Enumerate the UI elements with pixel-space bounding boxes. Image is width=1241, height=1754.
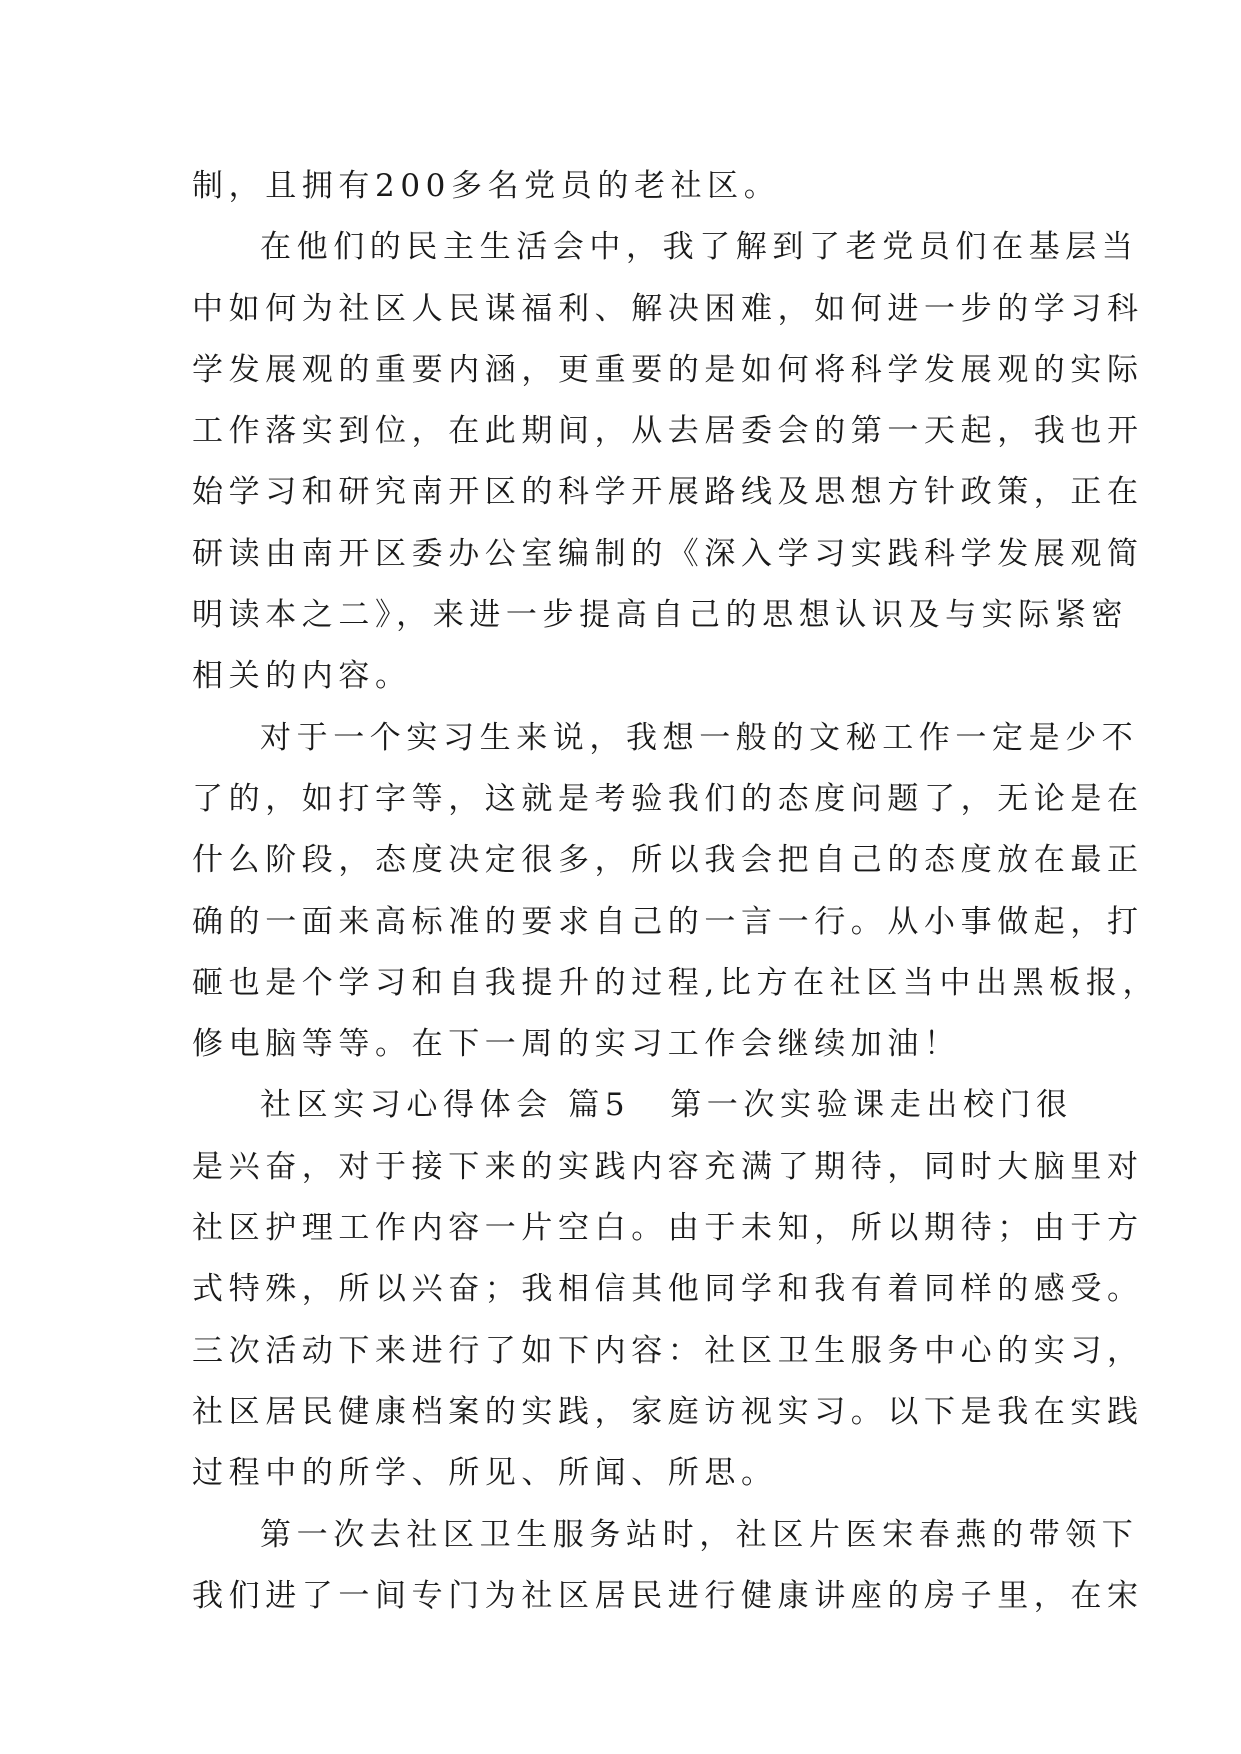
text-line: 修电脑等等。在下一周的实习工作会继续加油！ <box>192 1026 961 1063</box>
paragraph-start-line: 第一次去社区卫生服务站时，社区片医宋春燕的带领下 <box>260 1516 1139 1553</box>
text-line: 社区护理工作内容一片空白。由于未知，所以期待；由于方 <box>192 1210 1144 1247</box>
text-line: 社区居民健康档案的实践，家庭访视实习。以下是我在实践 <box>192 1393 1144 1430</box>
text-line: 是兴奋，对于接下来的实践内容充满了期待，同时大脑里对 <box>192 1148 1144 1185</box>
text-line: 过程中的所学、所见、所闻、所思。 <box>192 1455 778 1492</box>
text-line: 式特殊，所以兴奋；我相信其他同学和我有着同样的感受。 <box>192 1271 1144 1308</box>
text-line: 中如何为社区人民谋福利、解决困难，如何进一步的学习科 <box>192 290 1144 327</box>
text-line: 了的，如打字等，这就是考验我们的态度问题了，无论是在 <box>192 780 1144 817</box>
document-body <box>192 156 1160 1627</box>
text-line: 第一次实验课走出校门很 <box>670 1087 1073 1124</box>
section-heading-line <box>192 1075 1073 1136</box>
text-line: 制，且拥有200多名党员的老社区。 <box>192 168 781 204</box>
text-line: 始学习和研究南开区的科学开展路线及思想方针政策，正在 <box>192 474 1144 511</box>
text-line: 相关的内容。 <box>192 658 412 695</box>
text-line: 我们进了一间专门为社区居民进行健康讲座的房子里，在宋 <box>192 1577 1144 1614</box>
text-line: 学发展观的重要内涵，更重要的是如何将科学发展观的实际 <box>192 351 1144 388</box>
text-line: 三次活动下来进行了如下内容：社区卫生服务中心的实习， <box>192 1332 1144 1369</box>
paragraph-start-line: 对于一个实习生来说，我想一般的文秘工作一定是少不 <box>260 719 1139 756</box>
section-heading: 社区实习心得体会 篇5 <box>260 1087 631 1124</box>
text-line: 研读由南开区委办公室编制的《深入学习实践科学发展观简 <box>192 535 1144 572</box>
text-line: 砸也是个学习和自我提升的过程,比方在社区当中出黑板报， <box>192 964 1160 1001</box>
paragraph-start-line: 在他们的民主生活会中，我了解到了老党员们在基层当 <box>260 229 1139 266</box>
text-line: 什么阶段，态度决定很多，所以我会把自己的态度放在最正 <box>192 842 1144 879</box>
text-line: 明读本之二》，来进一步提高自己的思想认识及与实际紧密 <box>192 597 1129 634</box>
text-line: 确的一面来高标准的要求自己的一言一行。从小事做起，打 <box>192 903 1144 940</box>
text-line: 工作落实到位，在此期间，从去居委会的第一天起，我也开 <box>192 413 1144 450</box>
